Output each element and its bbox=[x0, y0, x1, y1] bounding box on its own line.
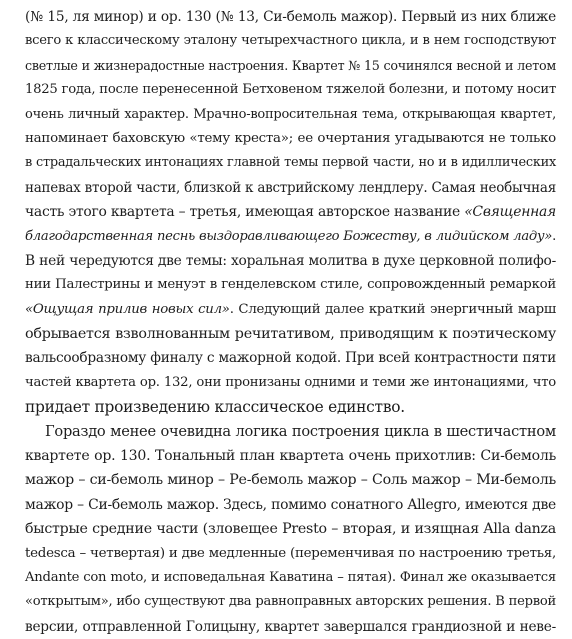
text-segment: придает произведению классическое единство. bbox=[25, 398, 405, 417]
text-segment: частей квартета ор. 132, они пронизаны одними и теми же интонациями, что bbox=[25, 374, 556, 390]
text-segment: В ней чередуются две темы: хоральная молитва в духе церковной полифо- bbox=[25, 252, 556, 269]
text-segment: мажор – Си-бемоль мажор. Здесь, помимо сонатного Allegro, имеются две bbox=[25, 496, 556, 513]
text-segment: Andante con moto, и исповедальная Каватина – пятая). Финал же оказывается bbox=[25, 569, 556, 585]
text-segment: нии Палестрины и менуэт в генделевском стиле, сопровожденный ремаркой bbox=[25, 277, 556, 293]
text-line bbox=[25, 371, 556, 395]
italic-text-segment: «Ощущая прилив новых сил» bbox=[25, 301, 230, 317]
text-segment: напевах второй части, близкой к австрийскому лендлеру. Самая необычная bbox=[25, 179, 556, 196]
text-line bbox=[25, 249, 556, 273]
text-line bbox=[25, 176, 556, 200]
text-line bbox=[25, 54, 556, 78]
text-segment: часть этого квартета – третья, имеющая авторское название bbox=[25, 204, 465, 221]
text-line bbox=[25, 29, 556, 53]
text-line bbox=[25, 273, 556, 297]
text-line bbox=[25, 151, 556, 175]
italic-text-segment: «Священная bbox=[464, 204, 556, 221]
text-line bbox=[25, 615, 556, 639]
text-segment: очень личный характер. Мрачно-вопросительная тема, открывающая квартет, bbox=[25, 106, 556, 122]
text-segment: мажор – си-бемоль минор – Ре-бемоль мажор – Соль мажор – Ми-бемоль bbox=[25, 472, 556, 489]
italic-text-segment: благодарственная песнь выздоравливающего Божеству, в лидийском ладу» bbox=[25, 228, 553, 244]
text-line bbox=[25, 468, 556, 492]
text-segment: вальсообразному финалу с мажорной кодой. При всей контрастности пяти bbox=[25, 350, 556, 367]
body-text bbox=[25, 5, 556, 639]
text-segment: версии, отправленной Голицыну, квартет завершался грандиозной и неве- bbox=[25, 618, 556, 635]
text-line bbox=[25, 78, 556, 102]
text-line bbox=[25, 103, 556, 127]
text-line bbox=[25, 200, 556, 224]
text-line bbox=[25, 322, 556, 346]
text-line bbox=[25, 395, 556, 419]
text-segment: Гораздо менее очевидна логика построения цикла в шестичастном bbox=[45, 422, 556, 440]
text-line bbox=[25, 517, 556, 541]
paragraph-first-line bbox=[25, 420, 556, 444]
text-segment: 1825 года, после перенесенной Бетховеном тяжелой болезни, и потому носит bbox=[25, 82, 556, 98]
text-line bbox=[25, 346, 556, 370]
text-segment: . Следующий далее краткий энергичный марш bbox=[229, 301, 556, 317]
text-segment: квартете ор. 130. Тональный план квартета очень прихотлив: Си-бемоль bbox=[25, 448, 556, 465]
text-segment: «открытым», ибо существуют два равноправных авторских решения. В первой bbox=[25, 594, 556, 610]
text-segment: всего к классическому эталону четырехчастного цикла, и в нем господствуют bbox=[25, 33, 556, 49]
text-line bbox=[25, 5, 556, 29]
text-line bbox=[25, 542, 556, 566]
text-line bbox=[25, 298, 556, 322]
text-segment: в страдальческих интонациях главной темы первой части, но и в идиллических bbox=[25, 155, 556, 171]
text-line bbox=[25, 590, 556, 614]
text-segment: . bbox=[552, 228, 556, 244]
text-segment: обрывается взволнованным речитативом, приводящим к поэтическому bbox=[25, 326, 556, 343]
text-segment: (№ 15, ля минор) и ор. 130 (№ 13, Си-бемоль мажор). Первый из них ближе bbox=[25, 9, 556, 25]
text-line bbox=[25, 127, 556, 151]
text-line bbox=[25, 225, 556, 249]
text-segment: напоминает баховскую «тему креста»; ее очертания угадываются не только bbox=[25, 130, 556, 146]
document-page bbox=[25, 5, 556, 639]
text-segment: светлые и жизнерадостные настроения. Квартет № 15 сочинялся весной и летом bbox=[25, 57, 556, 73]
text-line bbox=[25, 493, 556, 517]
text-line bbox=[25, 444, 556, 468]
text-segment: быстрые средние части (зловещее Presto – вторая, и изящная Alla danza bbox=[25, 521, 556, 538]
text-segment: tedesca – четвертая) и две медленные (переменчивая по настроению третья, bbox=[25, 545, 556, 561]
text-line bbox=[25, 566, 556, 590]
